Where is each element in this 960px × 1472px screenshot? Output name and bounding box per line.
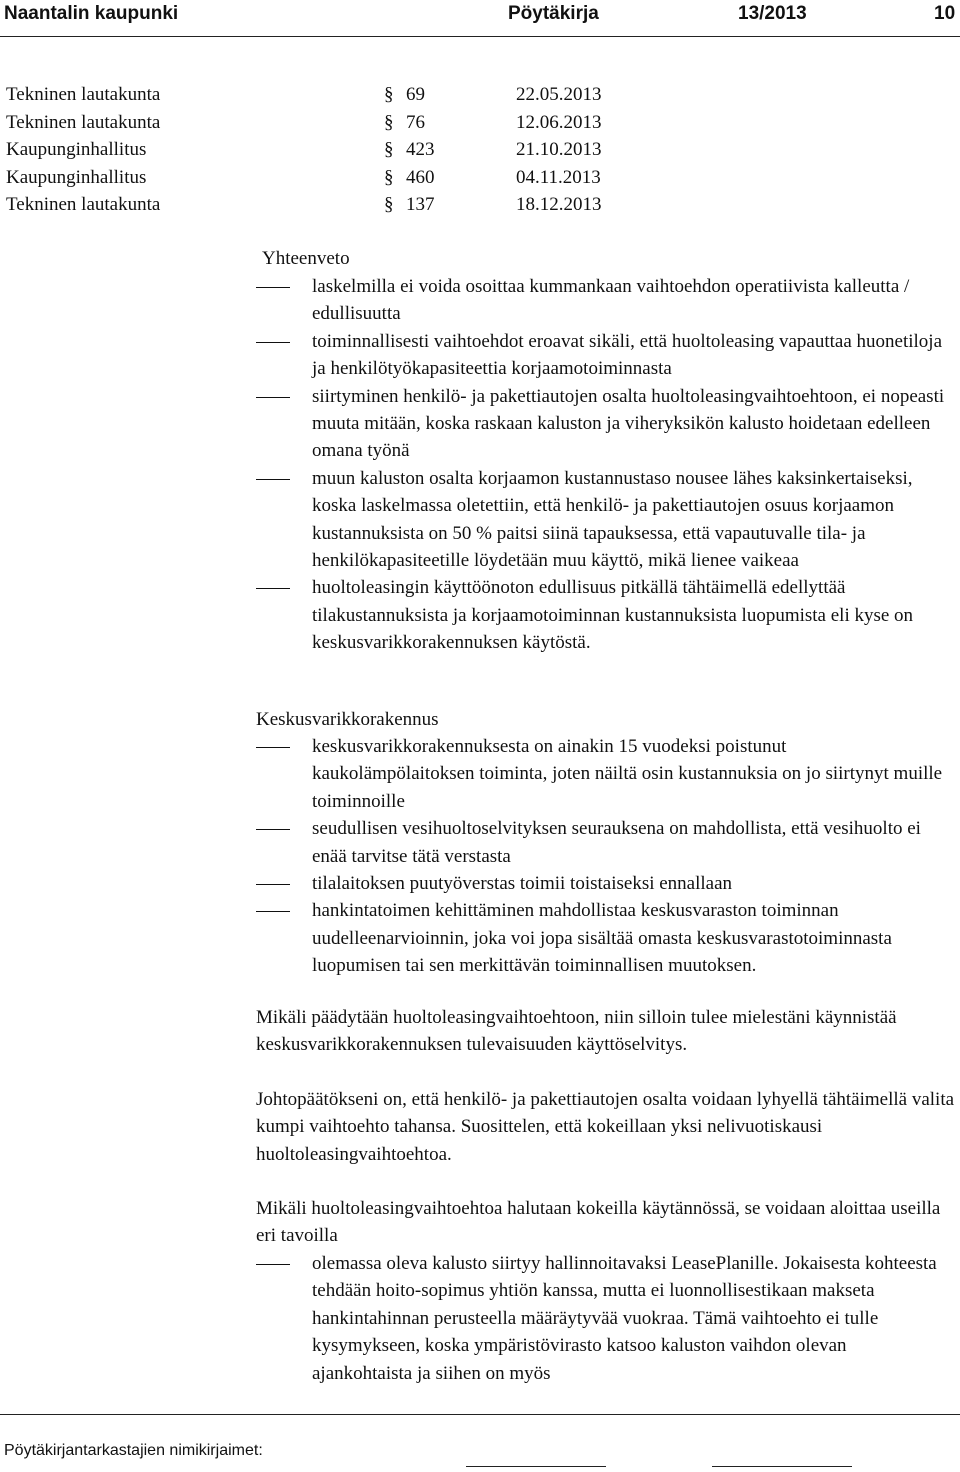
section-sign: §	[384, 166, 394, 188]
summary-list	[312, 273, 948, 657]
conclusion-paragraph: Johtopäätökseni on, että henkilö- ja pakettiautojen osalta voidaan lyhyellä tähtäimellä valita kumpi vaihtoehto tahansa. Suosittelen, että kokeillaan yksi nelivuotiskausi huoltoleasingvaihtoehtoa.	[256, 1089, 955, 1165]
reference-number: 76	[406, 111, 425, 133]
list-item: keskusvarikkorakennuksesta on ainakin 15 vuodeksi poistunut kaukolämpölaitoksen toiminta, joten näiltä osin kustannuksia on jo siirtynyt muille toiminnoille	[312, 736, 943, 812]
list-item: tilalaitoksen puutyöverstas toimii toistaiseksi ennallaan	[312, 873, 733, 895]
reference-number: 137	[406, 194, 435, 215]
reference-number: 460	[406, 166, 435, 188]
reference-number: 423	[406, 139, 435, 160]
reference-date: 04.11.2013	[516, 166, 601, 188]
reference-number: 69	[406, 84, 425, 105]
depot-heading: Keskusvarikkorakennus	[256, 709, 439, 730]
page-number: 10	[934, 3, 956, 24]
trial-paragraph: Mikäli huoltoleasingvaihtoehtoa halutaan kokeilla käytännössä, se voidaan aloittaa useilla eri tavoilla	[256, 1198, 941, 1247]
reference-body: Kaupunginhallitus	[6, 139, 147, 160]
section-sign: §	[384, 111, 394, 133]
reference-date: 22.05.2013	[516, 84, 602, 105]
municipality-name: Naantalin kaupunki	[4, 3, 179, 24]
page-header	[0, 0, 960, 30]
list-item: olemassa oleva kalusto siirtyy hallinnoitavaksi LeasePlanille. Jokaisesta kohteesta tehdään hoito-sopimus yhtiön kanssa, mutta ei luonnollisestikaan makseta hankintahinnan perusteella määräytyvää vuokraa. Tämä vaihtoehto ei tulle kysymykseen, koska ympäristövirasto katsoo kaluston vaihdon olevan ajankohtaista ja siihen on myös	[312, 1253, 937, 1384]
section-sign: §	[384, 194, 394, 215]
list-item: siirtyminen henkilö- ja pakettiautojen osalta huoltoleasingvaihtoehtoon, ei nopeasti muuta mitään, koska raskaan kaluston ja viheryksikön kalusto hoidetaan edelleen omana työnä	[312, 385, 945, 462]
reference-date: 12.06.2013	[516, 111, 602, 133]
footer-divider	[0, 1414, 960, 1415]
reference-body: Kaupunginhallitus	[6, 166, 147, 188]
document-number: 13/2013	[738, 3, 807, 24]
summary-heading: Yhteenveto	[262, 248, 350, 269]
signature-line	[466, 1466, 606, 1467]
section-sign: §	[384, 84, 394, 105]
signature-label: Pöytäkirjantarkastajien nimikirjaimet:	[4, 1442, 263, 1459]
header-divider	[0, 36, 960, 37]
list-item: toiminnallisesti vaihtoehdot eroavat sikäli, että huoltoleasing vapauttaa huonetiloja ja henkilötyökapasiteettia korjaamotoiminnasta	[312, 330, 943, 380]
depot-list	[312, 733, 948, 980]
document-type: Pöytäkirja	[508, 3, 599, 24]
reference-body: Tekninen lautakunta	[6, 84, 161, 105]
reference-date: 21.10.2013	[516, 139, 602, 160]
list-item: seudullisen vesihuoltoselvityksen seurauksena on mahdollista, että vesihuolto ei enää tarvitse tätä verstasta	[312, 818, 921, 867]
section-sign: §	[384, 139, 394, 160]
reference-body: Tekninen lautakunta	[6, 111, 161, 133]
reference-body: Tekninen lautakunta	[6, 194, 161, 215]
list-item: muun kaluston osalta korjaamon kustannustaso nousee lähes kaksinkertaiseksi, koska laskelmassa oletettiin, että henkilö- ja pakettiautojen osuus korjaamon kustannuksista on 50 % paitsi siinä tapauksessa, että vapautuvalle tila- ja henkilökapasiteetille löydetään muu käyttö, mikä lienee vaikeaa	[312, 467, 913, 572]
list-item: hankintatoimen kehittäminen mahdollistaa keskusvaraston toiminnan uudelleenarvioinnin, joka voi jopa sisältää omasta keskusvarastotoiminnasta luopumisen tai sen merkittävän toiminnallisen muutoksen.	[312, 900, 892, 977]
reference-date: 18.12.2013	[516, 194, 602, 215]
list-item: laskelmilla ei voida osoittaa kummankaan vaihtoehdon operatiivista kalleutta / edullisuutta	[312, 276, 910, 325]
trial-list	[312, 1250, 948, 1387]
signature-line	[712, 1466, 852, 1467]
list-item: huoltoleasingin käyttöönoton edullisuus pitkällä tähtäimellä edellyttää tilakustannuksista ja korjaamotoiminnan kustannuksista luopumista eli kyse on keskusvarikkorakennuksen käytöstä.	[312, 577, 914, 654]
recommendation-paragraph: Mikäli päädytään huoltoleasingvaihtoehtoon, niin silloin tulee mielestäni käynnistää keskusvarikkorakennuksen tulevaisuuden käyttöselvitys.	[256, 1007, 897, 1056]
